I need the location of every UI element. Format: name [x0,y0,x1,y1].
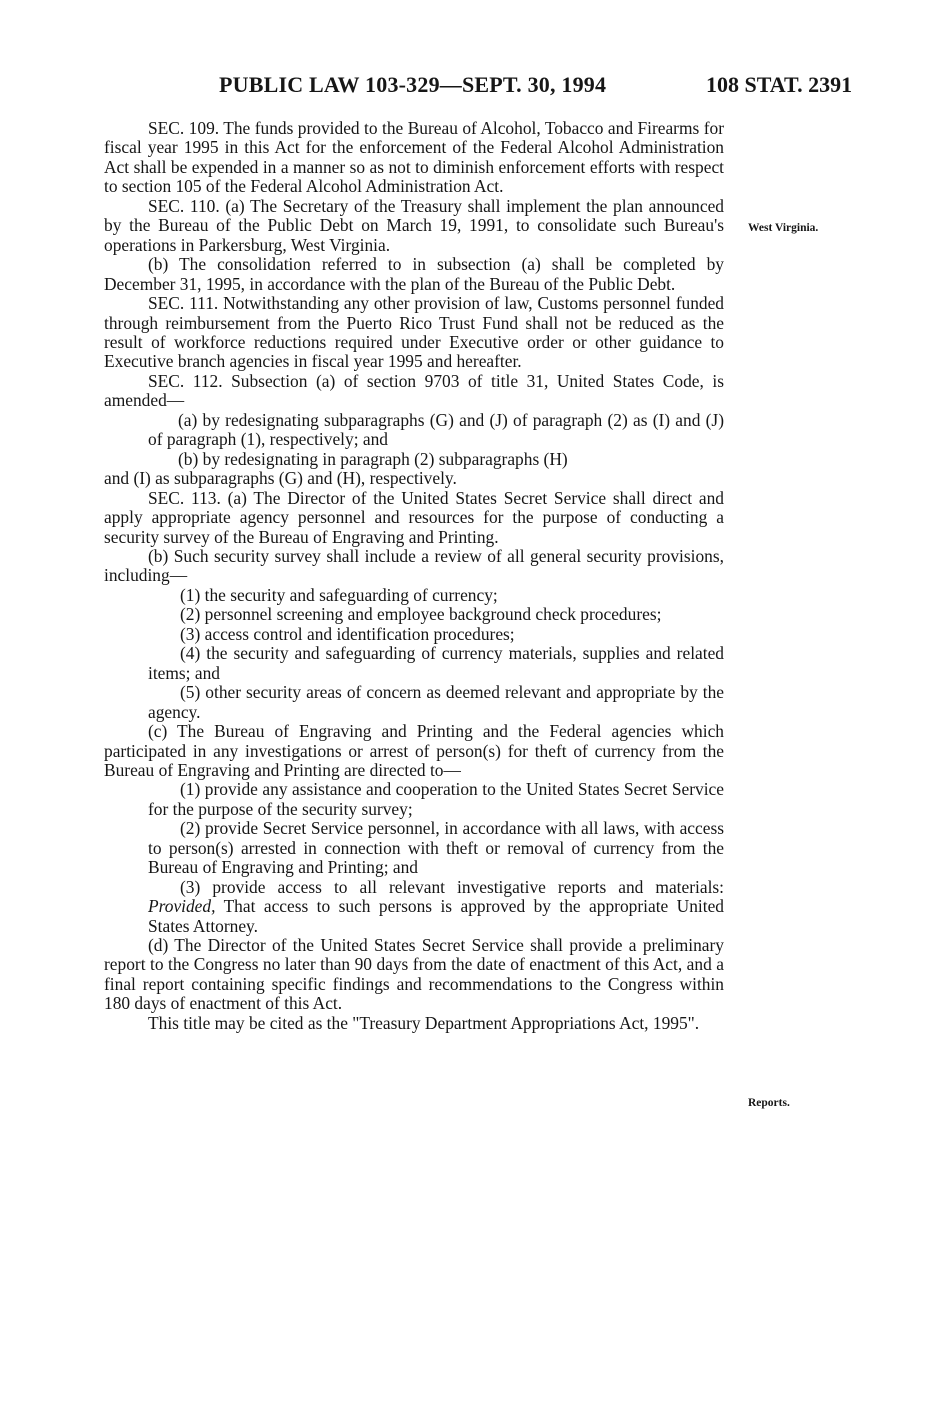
section-112-b: (b) by redesignating in paragraph (2) subparagraphs (H) [178,448,568,469]
section-113-b-2: (2) personnel screening and employee background check procedures; [180,604,662,625]
section-112-a-text: (a) by redesignating subparagraphs (G) and (J) of paragraph (2) as (I) and (J) of paragraph (1), respectively; and [148,409,724,450]
running-header-title: PUBLIC LAW 103-329—SEPT. 30, 1994 [219,72,607,97]
section-113-d: (d) The Director of the United States Secret Service shall provide a preliminary report to the Congress no later than 90 days from the date of enactment of this Act, and a final report containing specific findings and recommendations to the Congress within 180 days of enactment of this Act. [104,935,724,1014]
section-112: SEC. 112. Subsection (a) of section 9703 of title 31, United States Code, is amended— [104,370,724,411]
document-body [104,119,724,1033]
section-113-b-1: (1) the security and safeguarding of currency; [180,584,498,605]
proviso-word: Provided, [148,896,216,917]
section-113-c-2: (2) provide Secret Service personnel, in accordance with all laws, with access to person(s) arrested in connection with theft or removal of currency from the Bureau of Engraving and Printing; and [148,818,724,878]
section-113-b-3: (3) access control and identification procedures; [180,623,515,644]
section-109: SEC. 109. The funds provided to the Bureau of Alcohol, Tobacco and Firearms for fiscal year 1995 in this Act for the enforcement of the Federal Alcohol Administration Act shall be expended in a manner so as not to diminish enforcement efforts with respect to section 105 of the Federal Alcohol Administration Act. [104,118,724,197]
section-111: SEC. 111. Notwithstanding any other provision of law, Customs personnel funded through reimbursement from the Puerto Rico Trust Fund shall not be reduced as the result of workforce reductions required under Executive order or other guidance to Executive branch agencies in fiscal year 1995 and hereafter. [104,293,724,372]
section-113-b: (b) Such security survey shall include a review of all general security provisions, including— [104,545,724,586]
statute-page-number: 108 STAT. 2391 [706,72,853,97]
section-113-c: (c) The Bureau of Engraving and Printing and the Federal agencies which participated in any investigations or arrest of person(s) for theft of currency from the Bureau of Engraving and Printing are directed to— [104,721,724,780]
short-title-citation: This title may be cited as the "Treasury Department Appropriations Act, 1995". [148,1012,700,1033]
section-112-b-continued: and (I) as subparagraphs (G) and (H), respectively. [104,468,457,489]
section-113-c-3-proviso: That access to such persons is approved by the appropriate United States Attorney. [148,896,724,936]
section-112-a [104,411,724,450]
section-113-b-4: (4) the security and safeguarding of currency materials, supplies and related items; and [148,643,724,683]
section-113-c-3-text: (3) provide access to all relevant investigative reports and materials: [180,876,724,897]
section-110-a: SEC. 110. (a) The Secretary of the Treasury shall implement the plan announced by the Bureau of the Public Debt on March 19, 1991, to consolidate such Bureau's operations in Parkersburg, West Virginia. [104,195,724,255]
section-113-b-5: (5) other security areas of concern as deemed relevant and appropriate by the agency. [148,682,724,722]
margin-note-reports: Reports. [748,1097,790,1109]
section-113-c-3 [104,878,724,936]
section-113-a: SEC. 113. (a) The Director of the United States Secret Service shall direct and apply appropriate agency personnel and resources for the purpose of conducting a security survey of the Bureau of Engraving and Printing. [104,487,724,547]
margin-note-west-virginia: West Virginia. [748,222,819,234]
section-110-b: (b) The consolidation referred to in subsection (a) shall be completed by December 31, 1995, in accordance with the plan of the Bureau of the Public Debt. [104,254,724,294]
section-113-c-1: (1) provide any assistance and cooperation to the United States Secret Service for the purpose of the security survey; [148,779,724,819]
